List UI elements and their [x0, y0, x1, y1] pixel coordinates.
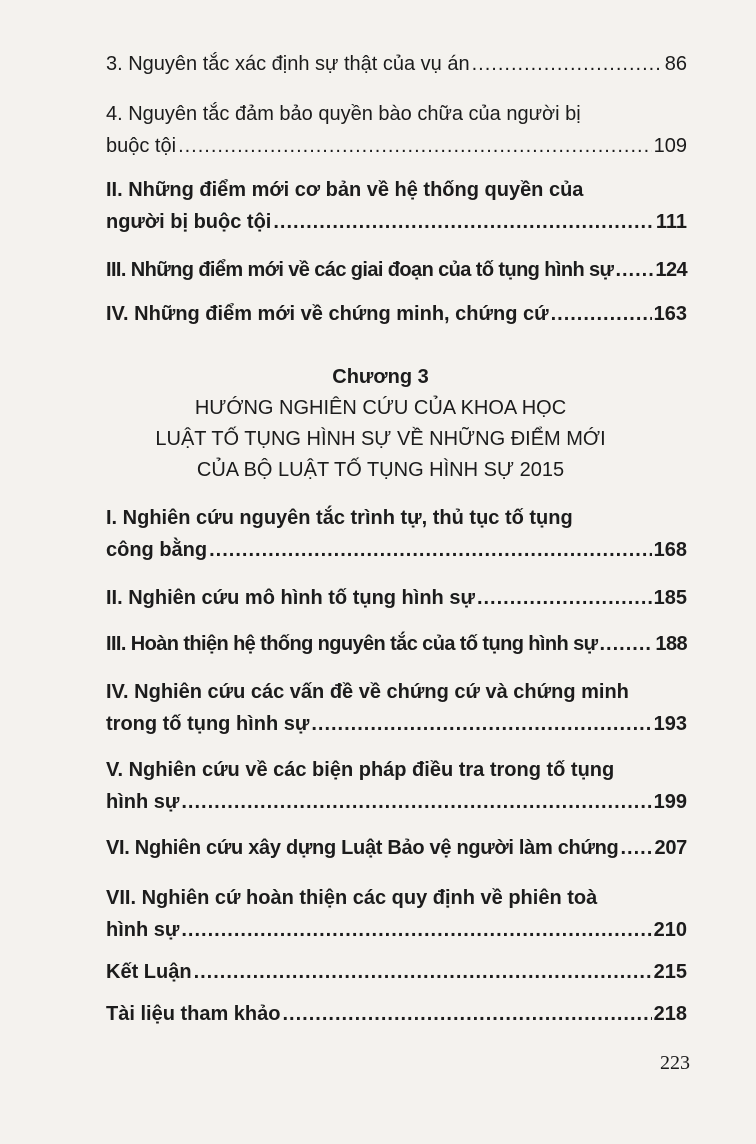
dot-leader [273, 206, 653, 238]
toc-entry-page: 109 [653, 135, 687, 157]
chapter-title-line: CỦA BỘ LUẬT TỐ TỤNG HÌNH SỰ 2015 [196, 459, 565, 481]
dot-leader [311, 708, 651, 740]
toc-entry-title: Tài liệu tham khảo [106, 1003, 281, 1025]
dot-leader [599, 628, 653, 660]
toc-entry-page: 207 [654, 837, 687, 859]
toc-entry [106, 754, 687, 818]
toc-entry-page: 168 [653, 539, 687, 561]
toc-entry [106, 174, 687, 238]
toc-entry-title-cont: hình sự [106, 919, 180, 941]
dot-leader [181, 786, 651, 818]
toc-entry-title: I. Nghiên cứu nguyên tắc trình tự, thủ tục tố tụng [106, 507, 573, 529]
toc-entry-page: 210 [653, 919, 687, 941]
toc-entry [106, 628, 687, 660]
toc-entry-title: II. Những điểm mới cơ bản về hệ thống quyền của [106, 179, 584, 201]
dot-leader [209, 534, 652, 566]
toc-entry [106, 832, 687, 864]
toc-entry [106, 956, 687, 988]
chapter-title-line: LUẬT TỐ TỤNG HÌNH SỰ VỀ NHỮNG ĐIỂM MỚI [155, 428, 606, 450]
toc-entry [106, 998, 687, 1030]
toc-entry-title: III. Hoàn thiện hệ thống nguyên tắc của tố tụng hình sự [106, 633, 598, 655]
toc-entry-title: 3. Nguyên tắc xác định sự thật của vụ án [106, 53, 470, 75]
toc-entry [106, 98, 687, 162]
dot-leader [551, 298, 652, 330]
toc-entry-title: IV. Những điểm mới về chứng minh, chứng cứ [106, 303, 549, 325]
toc-entry-title-cont: hình sự [106, 791, 180, 813]
toc-entry-title: 4. Nguyên tắc đảm bảo quyền bào chữa của người bị [106, 103, 581, 125]
toc-entry [106, 582, 687, 614]
toc-entry [106, 298, 687, 330]
toc-entry-page: 218 [653, 1003, 687, 1025]
toc-entry [106, 676, 687, 740]
dot-leader [472, 48, 663, 80]
toc-entry-title-cont: công bằng [106, 539, 208, 561]
dot-leader [181, 914, 651, 946]
dot-leader [282, 998, 651, 1030]
toc-entry-title: III. Những điểm mới về các giai đoạn của tố tụng hình sự [106, 259, 614, 281]
dot-leader [194, 956, 652, 988]
toc-entry-title-cont: buộc tội [106, 135, 177, 157]
toc-entry-page: 124 [655, 259, 687, 281]
page-number: 223 [660, 1052, 690, 1074]
toc-entry-title: II. Nghiên cứu mô hình tố tụng hình sự [106, 587, 475, 609]
toc-entry-title-cont: người bị buộc tội [106, 211, 272, 233]
chapter-title-line: HƯỚNG NGHIÊN CỨU CỦA KHOA HỌC [194, 397, 567, 419]
toc-entry-page: 193 [653, 713, 687, 735]
toc-entry-title: IV. Nghiên cứu các vấn đề về chứng cứ và chứng minh [106, 681, 629, 703]
toc-entry-page: 111 [655, 211, 687, 233]
dot-leader [615, 254, 653, 286]
toc-entry-title-cont: trong tố tụng hình sự [106, 713, 310, 735]
toc-entry-title: V. Nghiên cứu về các biện pháp điều tra trong tố tụng [106, 759, 615, 781]
toc-entry-page: 188 [655, 633, 687, 655]
toc-entry [106, 254, 687, 286]
toc-entry-page: 86 [664, 53, 687, 75]
toc-entry [106, 48, 687, 80]
toc-entry-page: 163 [653, 303, 687, 325]
dot-leader [178, 130, 652, 162]
toc-entry [106, 882, 687, 946]
toc-entry-page: 185 [653, 587, 687, 609]
toc-entry-title: VII. Nghiên cứ hoàn thiện các quy định về phiên toà [106, 887, 598, 909]
dot-leader [620, 832, 652, 864]
toc-entry-page: 215 [653, 961, 687, 983]
chapter-heading [90, 362, 671, 486]
chapter-label: Chương 3 [332, 366, 429, 388]
toc-entry-title: VI. Nghiên cứu xây dựng Luật Bảo vệ người làm chứng [106, 837, 619, 859]
toc-entry-title: Kết Luận [106, 961, 192, 983]
dot-leader [477, 582, 652, 614]
toc-entry [106, 502, 687, 566]
toc-entry-page: 199 [653, 791, 687, 813]
